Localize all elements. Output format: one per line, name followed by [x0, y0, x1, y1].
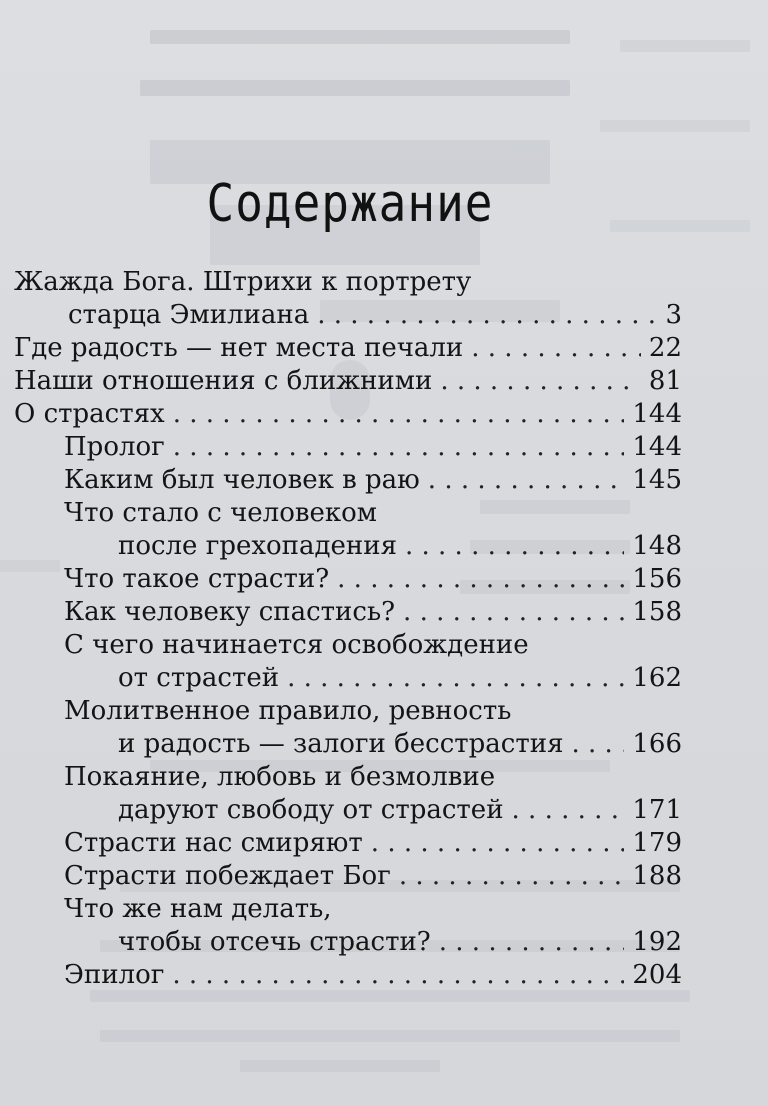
toc-entry-title: С чего начинается освобождение [64, 630, 529, 660]
toc-page-number: 179 [632, 828, 682, 858]
toc-entry-title: Где радость — нет места печали [14, 333, 464, 363]
toc-entry-title: О страстях [14, 399, 165, 429]
toc-entry [14, 596, 682, 629]
toc-entry-title: и радость — залоги бесстрастия [118, 729, 564, 759]
dot-leader [440, 365, 641, 398]
toc-entry [14, 398, 682, 431]
dot-leader [571, 728, 624, 761]
toc-entry-title: Что же нам делать, [64, 894, 332, 924]
dot-leader [287, 662, 624, 695]
toc-entry-title: после грехопадения [118, 531, 397, 561]
toc-entry [14, 893, 682, 959]
toc-entry [14, 332, 682, 365]
toc-page-number: 148 [632, 531, 682, 561]
toc-page-number: 162 [632, 663, 682, 693]
toc-entry [14, 827, 682, 860]
toc-entry-title: Пролог [64, 432, 165, 462]
page-title: Содержание [206, 172, 494, 234]
toc-entry-title: старца Эмилиана [68, 300, 310, 330]
dot-leader [403, 596, 624, 629]
dot-leader [173, 431, 625, 464]
toc-entry-title: Каким был человек в раю [64, 465, 420, 495]
toc-entry-title: Страсти нас смиряют [64, 828, 363, 858]
dot-leader [399, 860, 625, 893]
toc-entry [14, 860, 682, 893]
toc-page-number: 3 [665, 300, 682, 330]
toc-page-number: 188 [632, 861, 682, 891]
toc-entry-title: даруют свободу от страстей [118, 795, 504, 825]
dot-leader [439, 926, 625, 959]
toc-page-number: 171 [632, 795, 682, 825]
toc-entry-title: Что такое страсти? [64, 564, 330, 594]
toc-page-number: 192 [632, 927, 682, 957]
toc-entry-title: Страсти побеждает Бог [64, 861, 391, 891]
toc-page-number: 145 [632, 465, 682, 495]
toc-entry [14, 629, 682, 695]
toc-page-number: 166 [632, 729, 682, 759]
toc-entry-title: от страстей [118, 663, 280, 693]
toc-page-number: 204 [632, 960, 682, 990]
dot-leader [371, 827, 625, 860]
toc-entry-title: Что стало с человеком [64, 498, 378, 528]
toc-entry [14, 365, 682, 398]
toc-page-number: 144 [632, 399, 682, 429]
toc-page-number: 144 [632, 432, 682, 462]
toc-entry-title: Как человеку спастись? [64, 597, 396, 627]
toc-entry-title: Жажда Бога. Штрихи к портрету [14, 267, 472, 297]
toc-entry [14, 563, 682, 596]
toc-entry [14, 464, 682, 497]
toc-entry [14, 959, 682, 992]
toc-entry [14, 695, 682, 761]
toc-page-number: 22 [648, 333, 682, 363]
toc-entry [14, 497, 682, 563]
dot-leader [173, 398, 625, 431]
toc-entry [14, 761, 682, 827]
toc-entry [14, 266, 682, 332]
toc-entry-title: Покаяние, любовь и безмолвие [64, 762, 496, 792]
toc-entry-title: Наши отношения с ближними [14, 366, 433, 396]
toc-entry-title: Молитвенное правило, ревность [64, 696, 512, 726]
dot-leader [172, 959, 624, 992]
toc-entry-title: Эпилог [64, 960, 165, 990]
toc-page-number: 81 [648, 366, 682, 396]
toc-entry [14, 431, 682, 464]
dot-leader [317, 299, 657, 332]
toc-page-number: 158 [632, 597, 682, 627]
table-of-contents [14, 266, 682, 992]
dot-leader [428, 464, 625, 497]
dot-leader [405, 530, 624, 563]
toc-page-number: 156 [632, 564, 682, 594]
dot-leader [512, 794, 625, 827]
dot-leader [471, 332, 641, 365]
dot-leader [337, 563, 624, 596]
toc-entry-title: чтобы отсечь страсти? [118, 927, 431, 957]
